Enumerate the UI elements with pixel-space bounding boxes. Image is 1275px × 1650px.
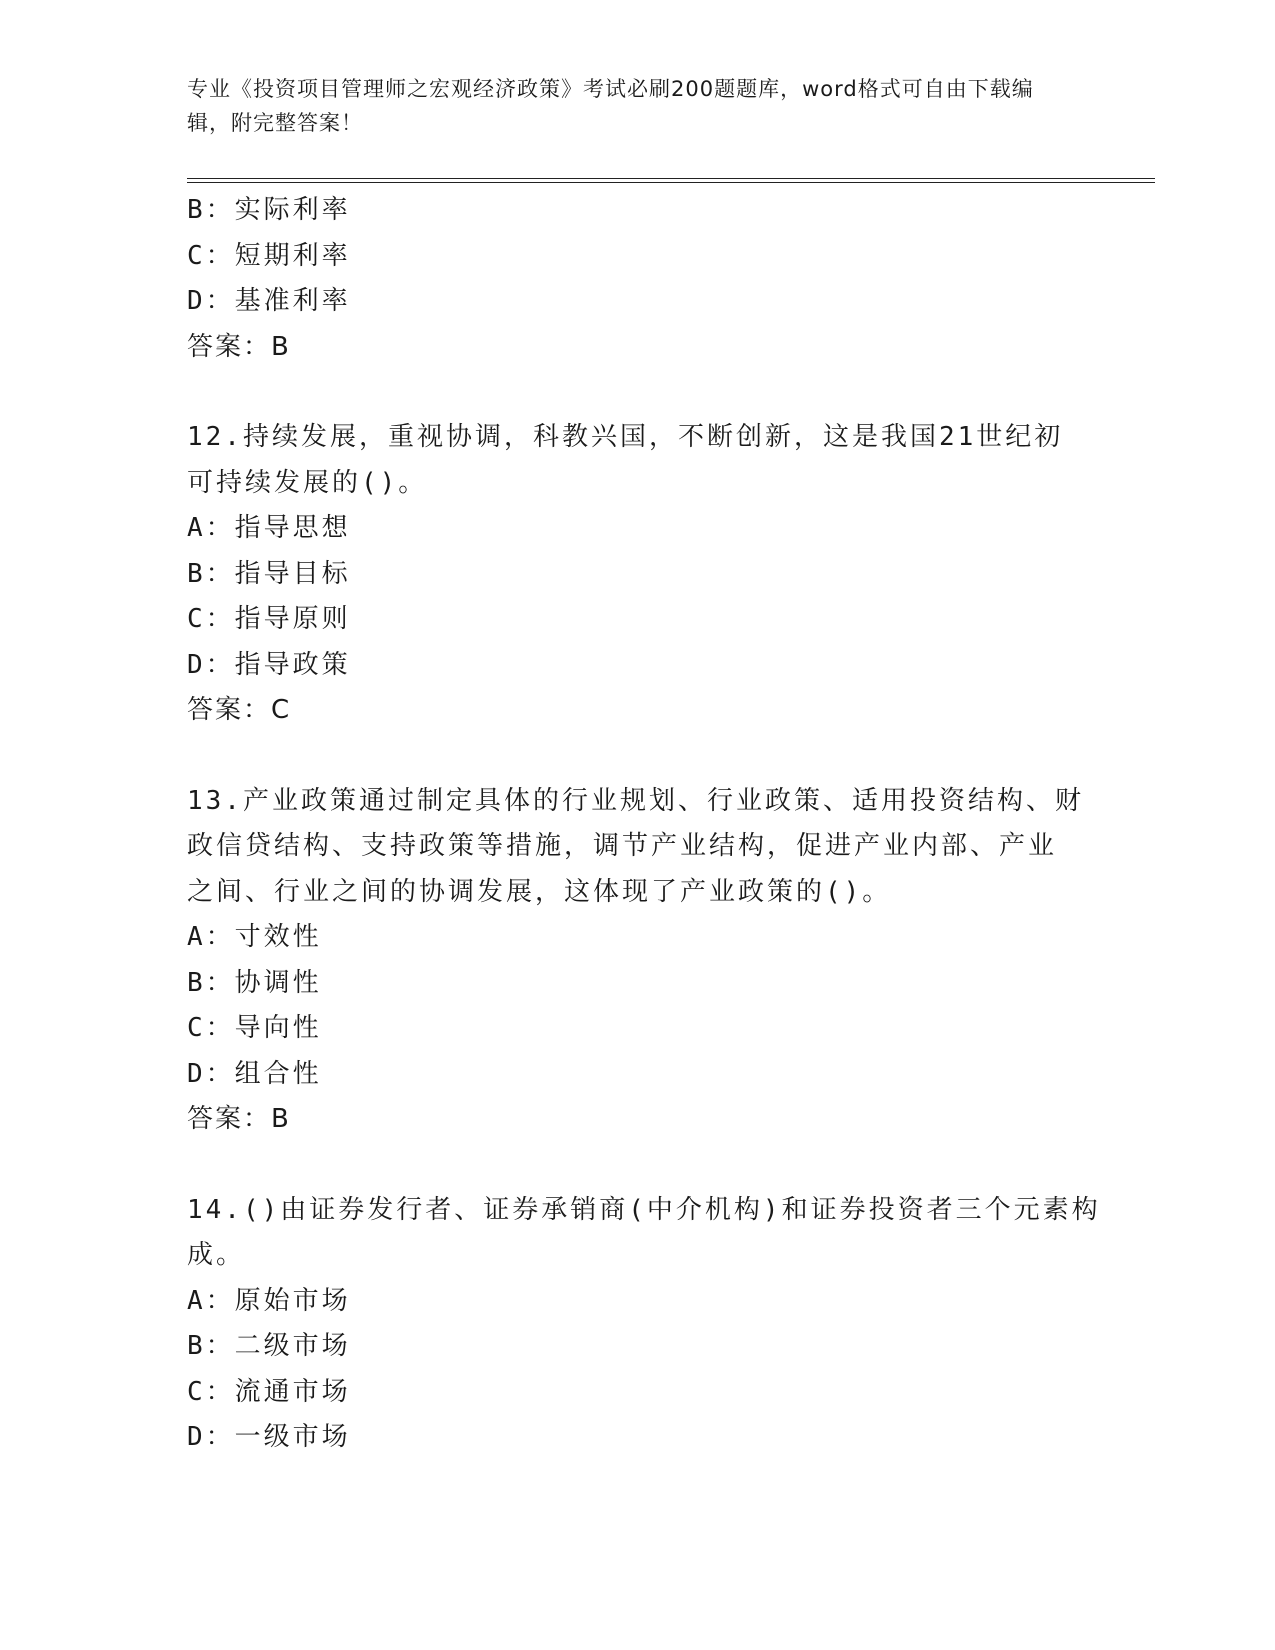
option-b: B：协调性: [187, 967, 322, 998]
question-text-line: 12.持续发展，重视协调，科教兴国，不断创新，这是我国21世纪初: [187, 422, 1064, 452]
option-c: C：流通市场: [187, 1376, 351, 1407]
question-text-line: 之间、行业之间的协调发展，这体现了产业政策的()。: [187, 876, 892, 907]
option-b: B：实际利率: [187, 195, 351, 225]
spacer: [187, 734, 1087, 779]
option-a: A：原始市场: [187, 1285, 351, 1316]
option-d: D：组合性: [187, 1058, 322, 1089]
spacer: [187, 370, 1087, 415]
question-13: [187, 779, 1087, 1143]
header-divider: [187, 178, 1155, 183]
question-14: [187, 1188, 1101, 1461]
question-text-line: 政信贷结构、支持政策等措施，调节产业结构，促进产业内部、产业: [187, 831, 1058, 861]
question-text-line: 14.()由证券发行者、证券承销商(中介机构)和证券投资者三个元素构: [187, 1194, 1101, 1225]
question-12: [187, 415, 1087, 734]
question-list: [187, 188, 1101, 1461]
spacer: [187, 1143, 1087, 1188]
option-c: C：短期利率: [187, 240, 351, 271]
document-title: 专业《投资项目管理师之宏观经济政策》考试必刷200题题库，word格式可自由下载编辑，附完整答案！: [187, 77, 1034, 135]
option-d: D：指导政策: [187, 649, 351, 680]
option-b: B：指导目标: [187, 558, 351, 589]
option-b: B：二级市场: [187, 1331, 351, 1361]
question-text-line: 可持续发展的()。: [187, 467, 428, 498]
option-a: A：指导思想: [187, 513, 351, 543]
option-a: A：寸效性: [187, 922, 322, 952]
page-header: [187, 72, 1067, 140]
question-11-continued: [187, 188, 1087, 370]
answer: 答案：B: [187, 331, 291, 362]
answer: 答案：C: [187, 695, 292, 725]
question-text-line: 成。: [187, 1240, 246, 1270]
option-d: D：一级市场: [187, 1422, 351, 1452]
option-c: C：导向性: [187, 1013, 322, 1043]
answer: 答案：B: [187, 1104, 291, 1134]
question-text-line: 13.产业政策通过制定具体的行业规划、行业政策、适用投资结构、财: [187, 785, 1084, 816]
option-c: C：指导原则: [187, 604, 351, 634]
option-d: D：基准利率: [187, 286, 351, 316]
